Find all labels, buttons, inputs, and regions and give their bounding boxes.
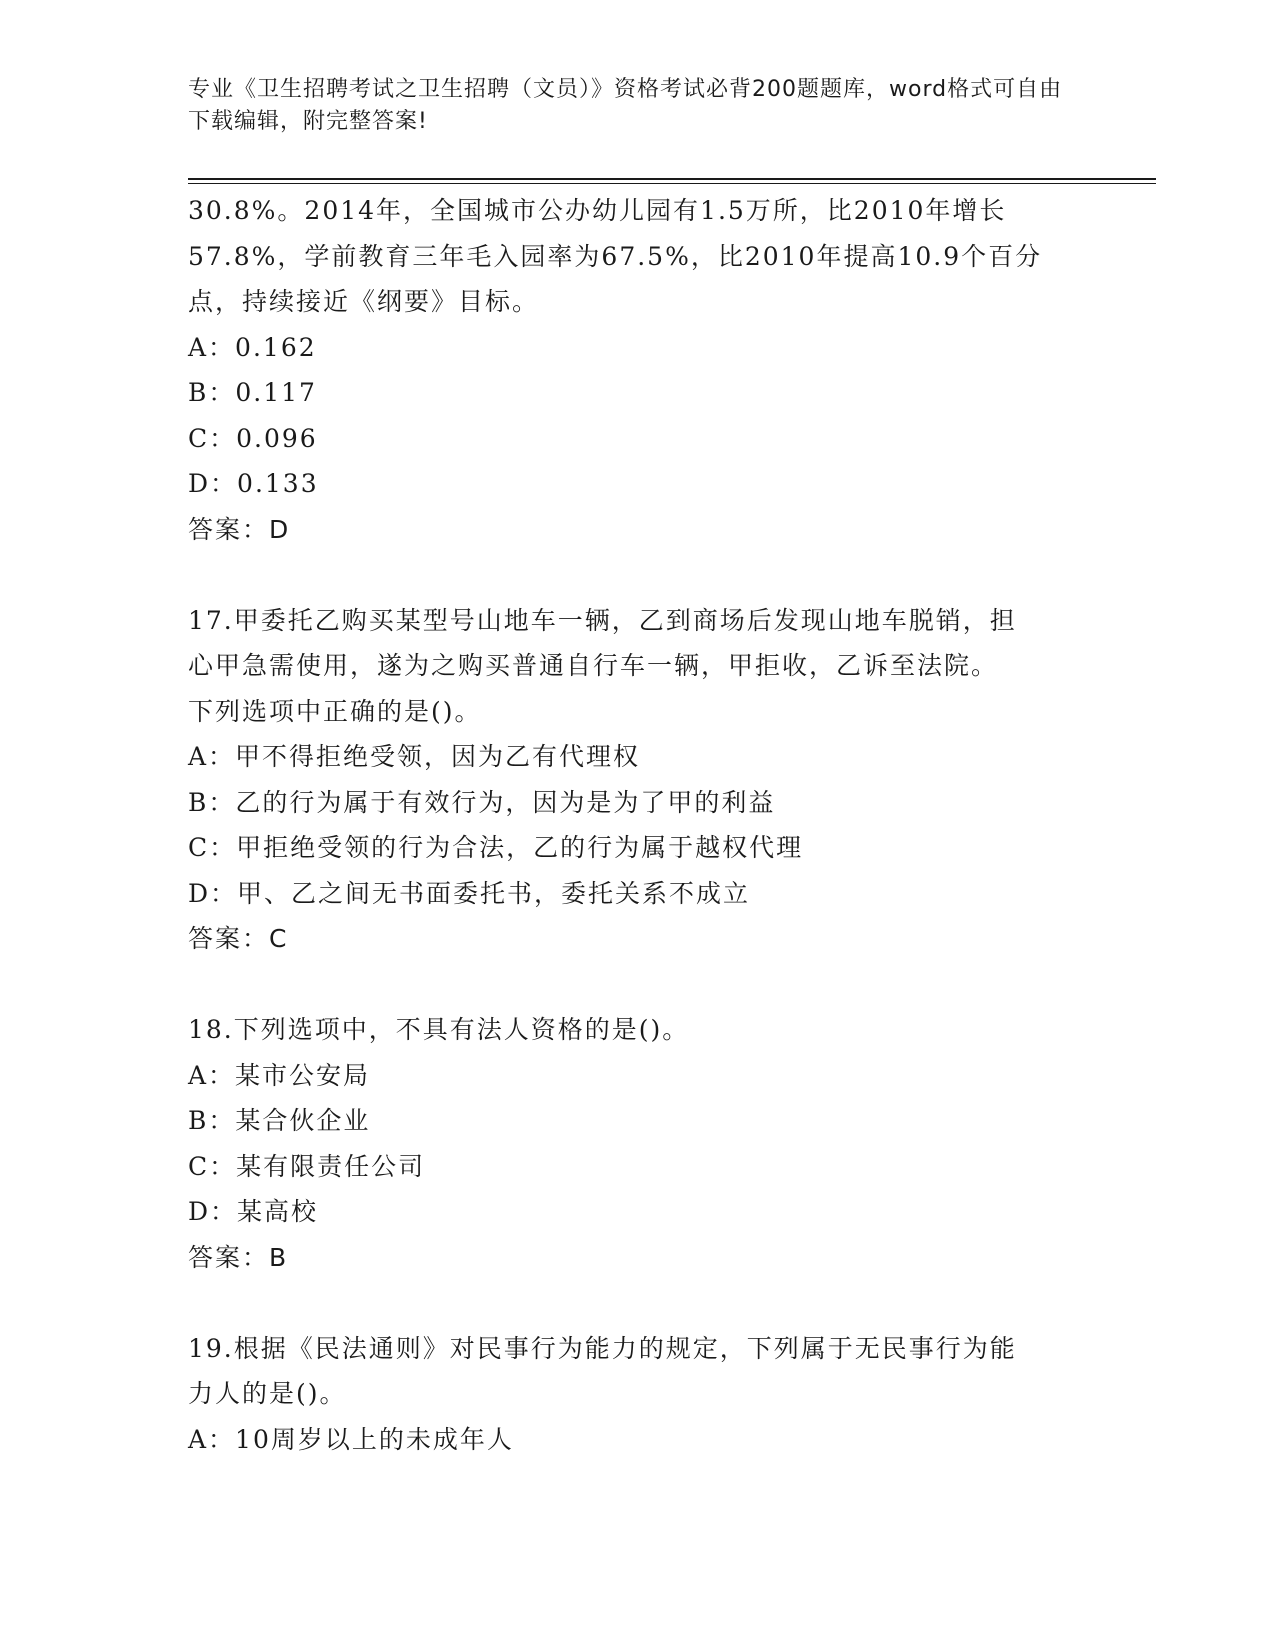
answer-line: 答案：D <box>188 514 291 544</box>
question-18 <box>188 1007 1088 1280</box>
question-continuation <box>188 188 1088 552</box>
option-d: D：甲、乙之间无书面委托书，委托关系不成立 <box>188 878 751 908</box>
question-text-line: 下列选项中正确的是()。 <box>188 696 482 726</box>
option-a: A：0.162 <box>188 332 317 362</box>
option-a: A：10周岁以上的未成年人 <box>188 1424 514 1454</box>
option-a: A：甲不得拒绝受领，因为乙有代理权 <box>188 742 641 771</box>
question-text-line: 19.根据《民法通则》对民事行为能力的规定，下列属于无民事行为能 <box>188 1333 1017 1363</box>
question-text-line: 点，持续接近《纲要》目标。 <box>188 287 540 316</box>
question-text-line: 心甲急需使用，遂为之购买普通自行车一辆，甲拒收，乙诉至法院。 <box>188 651 999 680</box>
option-c: C：0.096 <box>188 423 318 453</box>
spacer <box>188 1280 1088 1326</box>
spacer <box>188 962 1088 1008</box>
answer-line: 答案：B <box>188 1242 289 1272</box>
option-d: D：某高校 <box>188 1197 319 1226</box>
header-rule-thin <box>188 183 1156 184</box>
answer-line: 答案：C <box>188 924 289 953</box>
document-body <box>188 188 1088 1462</box>
header-rule-thick <box>188 178 1156 180</box>
question-text-line: 30.8%。2014年，全国城市公办幼儿园有1.5万所，比2010年增长 <box>188 196 1007 225</box>
option-b: B：某合伙企业 <box>188 1106 371 1135</box>
option-c: C：某有限责任公司 <box>188 1151 426 1181</box>
question-text-line: 57.8%，学前教育三年毛入园率为67.5%，比2010年提高10.9个百分 <box>188 241 1043 271</box>
question-text-line: 18.下列选项中，不具有法人资格的是()。 <box>188 1015 690 1044</box>
option-c: C：甲拒绝受领的行为合法，乙的行为属于越权代理 <box>188 833 804 862</box>
question-text-line: 17.甲委托乙购买某型号山地车一辆，乙到商场后发现山地车脱销，担 <box>188 605 1017 635</box>
question-text-line: 力人的是()。 <box>188 1379 347 1408</box>
option-d: D：0.133 <box>188 469 319 498</box>
question-17 <box>188 598 1088 962</box>
document-header: 专业《卫生招聘考试之卫生招聘（文员）》资格考试必背200题题库，word格式可自由下载编辑，附完整答案! <box>188 77 1063 134</box>
option-a: A：某市公安局 <box>188 1060 371 1090</box>
spacer <box>188 552 1088 598</box>
option-b: B：0.117 <box>188 378 317 407</box>
question-19 <box>188 1326 1088 1463</box>
option-b: B：乙的行为属于有效行为，因为是为了甲的利益 <box>188 787 776 817</box>
